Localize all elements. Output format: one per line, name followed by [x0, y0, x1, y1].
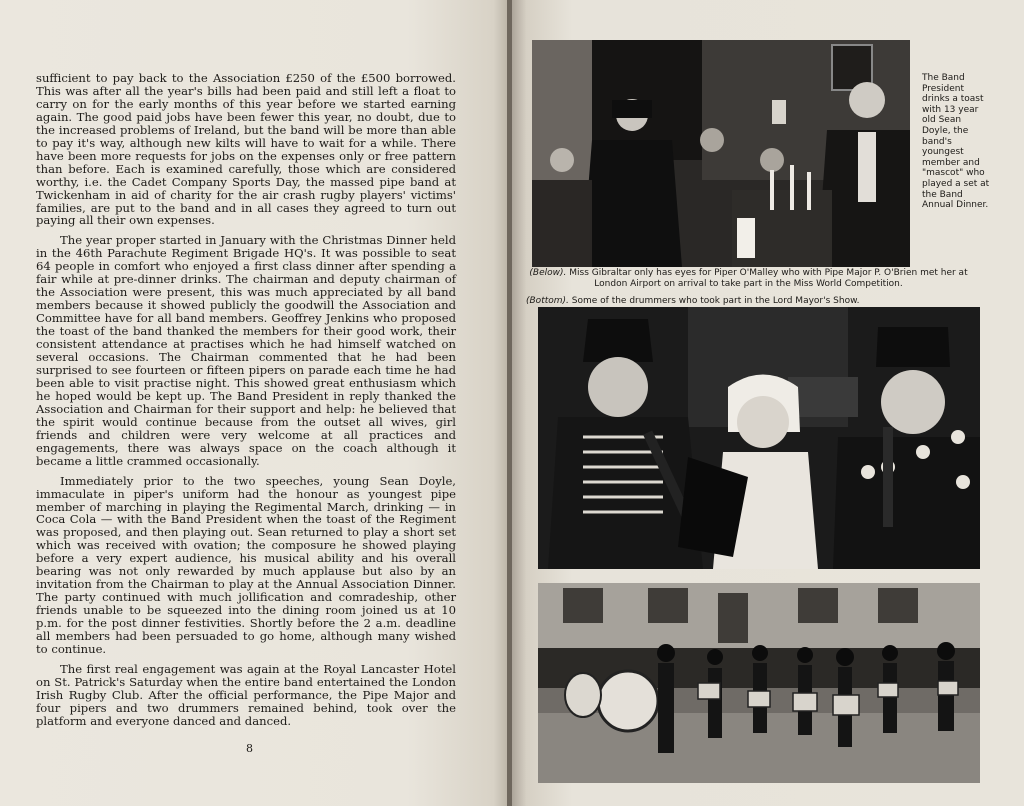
- caption-label-bottom: (Bottom).: [526, 296, 569, 306]
- caption-text-below: Miss Gibraltar only has eyes for Piper O'Malley who with Pipe Major P. O'Brien met her at London Airport on arrival to take part in the Miss World Competition.: [569, 268, 968, 289]
- article-paragraph: The year proper started in January with the Christmas Dinner held in the 46th Parachute Regiment Brigade HQ's. It was possible to seat 64 people in comfort who enjoyed a first class dinner after spending a fair while at pre-dinner drinks. The chairman and deputy chairman of the Association were present, this was much appreciated by all band members because it showed publicly the goodwill the Association and Committee have for all band members. Geoffrey Jenkins who proposed the toast of the band thanked the members for their good work, their consistent attendance at practises which he had himself watched on several occasions. The Chairman commented that he had been surprised to see fourteen or fifteen pipers on parade each time he had been able to visit practise night. This showed great enthusiasm which he hoped would be kept up. The Band President in reply thanked the Association and Chairman for their support and help: he believed that the spirit would continue because from the outset all wives, girl friends and children were very welcome at all practices and engagements, there was always space on the coach although it became a little crammed occasionally.: [36, 233, 456, 468]
- photo-band-toast: [532, 40, 910, 267]
- article-paragraph: The first real engagement was again at the Royal Lancaster Hotel on St. Patrick's Saturday when the entire band entertained the London Irish Rugby Club. After the official performance, the Pipe Major and four pipers and two drummers remained behind, took over the platform and everyone danced and danced.: [36, 661, 456, 728]
- article-paragraph: sufficient to pay back to the Association £250 of the £500 borrowed. This was after all the year's bills had been paid and still left a float to carry on for the early months of this year before we started earning again. The good paid jobs have been fewer this year, no doubt, due to the increased problems of Ireland, but the band will be more than able to pay it's way, although new kilts will have to wait for a while. There have been more requests for jobs on the expenses only or free pattern than before. Each is examined carefully, those which are considered worthy, i.e. the Cadet Company Sports Day, the massed pipe band at Twickenham in aid of charity for the air crash rugby players' victims' families, are put to the band and in all cases they agreed to turn out paying all their own expenses.: [36, 71, 456, 228]
- photo-miss-gibraltar: [538, 307, 980, 569]
- caption-band-toast: The Band President drinks a toast with 13 year old Sean Doyle, the band's youngest member and "mascot" who played a set at the Band Annual Dinner.: [922, 73, 990, 211]
- article-text: [36, 72, 456, 735]
- caption-miss-gibraltar: [526, 268, 971, 289]
- caption-label-below: (Below).: [529, 268, 567, 278]
- caption-text-bottom: Some of the drummers who took part in the Lord Mayor's Show.: [571, 296, 860, 306]
- caption-drummers: [526, 296, 971, 307]
- article-paragraph: Immediately prior to the two speeches, young Sean Doyle, immaculate in piper's uniform had the honour as youngest pipe member of marching in playing the Regimental March, drinking — in Coca Cola — with the Band President when the toast of the Regiment was proposed, and then playing out. Sean returned to play a short set which was received with ovation; the composure he showed playing before a very expert audience, his musical ability and his overall bearing was not only rewarded by much applause but also by an invitation from the Chairman to play at the Annual Association Dinner. The party continued with much jollification and comradeship, other friends unable to be squeezed into the dining room joined us at 10 p.m. for the post dinner festivities. Shortly before the 2 a.m. deadline all members had been persuaded to go home, although many wished to continue.: [36, 473, 456, 656]
- book-gutter: [507, 0, 512, 806]
- page-number: 8: [246, 742, 253, 755]
- photo-drummers-parade: [538, 583, 980, 783]
